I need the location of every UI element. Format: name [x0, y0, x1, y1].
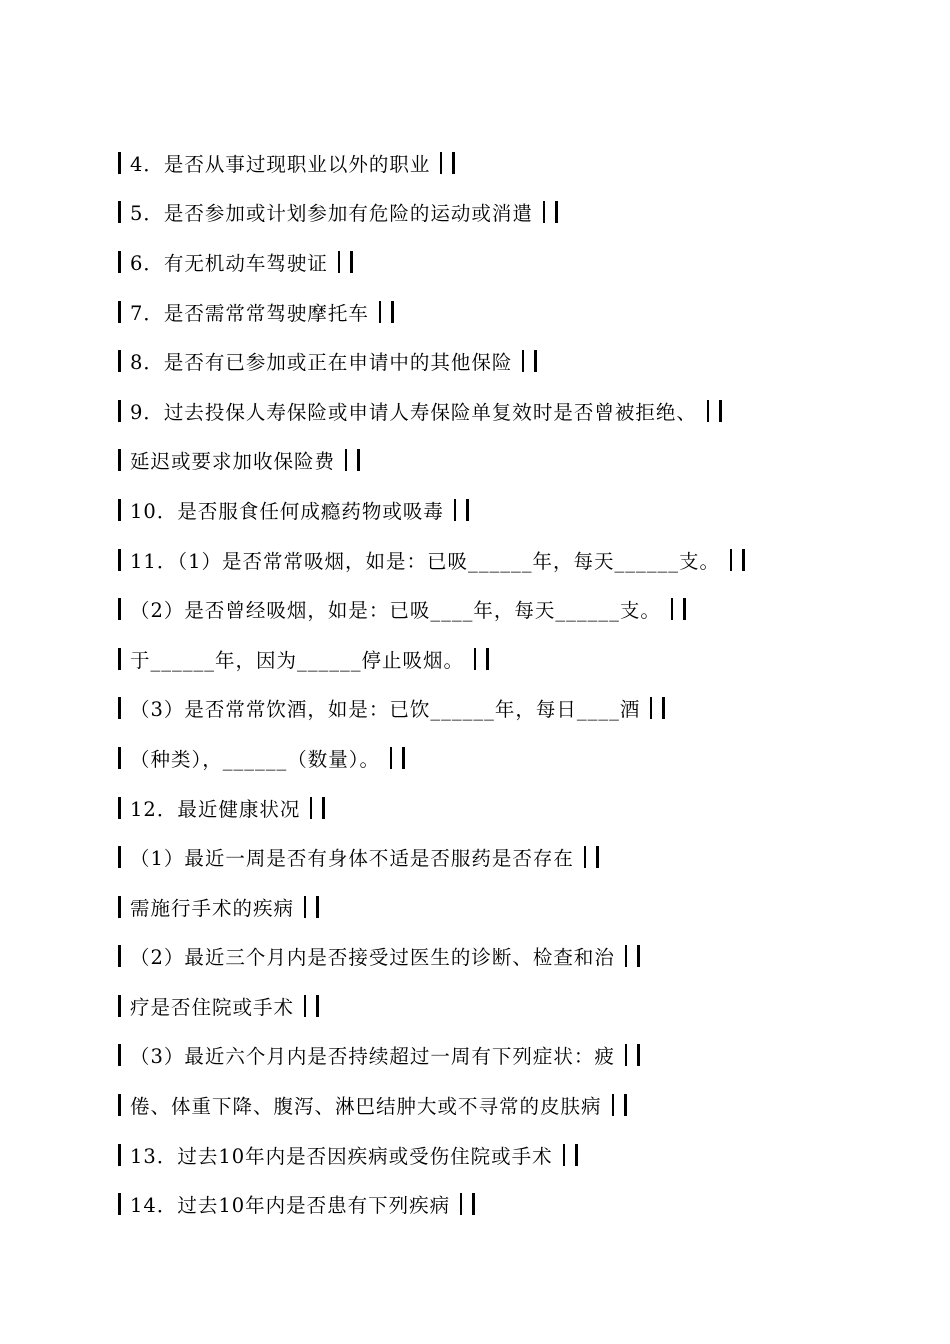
question-text: 9．过去投保人寿保险或申请人寿保险单复效时是否曾被拒绝、	[130, 400, 697, 424]
answer-cell-divider	[625, 945, 627, 967]
answer-cell-divider	[625, 1044, 627, 1066]
question-text: 5．是否参加或计划参加有危险的运动或消遣	[130, 202, 533, 226]
question-text: 延迟或要求加收保险费	[130, 450, 336, 474]
question-line	[118, 584, 918, 634]
answer-cell-divider	[522, 350, 524, 372]
question-text: 疗是否住院或手术	[130, 995, 295, 1019]
question-line	[118, 684, 918, 734]
question-text: 6．有无机动车驾驶证	[130, 251, 328, 275]
table-border-right	[316, 896, 319, 918]
answer-cell-divider	[612, 1094, 614, 1116]
question-line	[118, 981, 918, 1031]
question-line	[118, 386, 918, 436]
question-text: 10．是否服食任何成瘾药物或吸毒	[130, 499, 444, 523]
table-border-left	[118, 995, 121, 1017]
table-border-left	[118, 797, 121, 819]
table-border-left	[118, 201, 121, 223]
question-text: 12．最近健康状况	[130, 797, 301, 821]
question-line	[118, 882, 918, 932]
answer-cell-divider	[379, 301, 381, 323]
table-border-right	[486, 648, 489, 670]
question-text: （2）是否曾经吸烟，如是：已吸____年，每天______支。	[130, 599, 661, 623]
table-border-right	[662, 697, 665, 719]
answer-cell-divider	[310, 797, 312, 819]
table-border-left	[118, 945, 121, 967]
question-text: 7．是否需常常驾驶摩托车	[130, 301, 369, 325]
table-border-right	[316, 995, 319, 1017]
table-border-left	[118, 350, 121, 372]
question-line	[118, 138, 918, 188]
table-border-left	[118, 549, 121, 571]
question-line	[118, 634, 918, 684]
table-border-right	[596, 846, 599, 868]
questionnaire-lines	[118, 138, 918, 1229]
question-text: 8．是否有已参加或正在申请中的其他保险	[130, 351, 513, 375]
question-text: （3）是否常常饮酒，如是：已饮______年，每日____酒	[130, 698, 641, 722]
question-text: （3）最近六个月内是否持续超过一周有下列症状：疲	[130, 1045, 615, 1069]
table-border-left	[118, 697, 121, 719]
table-border-left	[118, 1094, 121, 1116]
answer-cell-divider	[454, 499, 456, 521]
table-border-left	[118, 747, 121, 769]
table-border-right	[402, 747, 405, 769]
table-border-left	[118, 301, 121, 323]
answer-cell-divider	[440, 152, 442, 174]
table-border-left	[118, 449, 121, 471]
table-border-right	[357, 449, 360, 471]
table-border-right	[466, 499, 469, 521]
table-border-left	[118, 1144, 121, 1166]
table-border-left	[118, 251, 121, 273]
question-text: （1）最近一周是否有身体不适是否服药是否存在	[130, 847, 574, 871]
question-line	[118, 1179, 918, 1229]
table-border-right	[350, 251, 353, 273]
question-line	[118, 436, 918, 486]
question-text: （种类），______（数量）。	[130, 747, 381, 771]
question-text: 14．过去10年内是否患有下列疾病	[130, 1194, 451, 1218]
question-text: 于______年，因为______停止吸烟。	[130, 648, 465, 672]
table-border-left	[118, 896, 121, 918]
table-border-right	[719, 400, 722, 422]
table-border-left	[118, 1193, 121, 1215]
question-text: 11．（1）是否常常吸烟，如是：已吸______年，每天______支。	[130, 549, 720, 573]
table-border-left	[118, 648, 121, 670]
table-border-left	[118, 598, 121, 620]
table-border-right	[322, 797, 325, 819]
question-line	[118, 1031, 918, 1081]
question-line	[118, 237, 918, 287]
table-border-right	[534, 350, 537, 372]
answer-cell-divider	[345, 449, 347, 471]
answer-cell-divider	[304, 896, 306, 918]
answer-cell-divider	[304, 995, 306, 1017]
answer-cell-divider	[474, 648, 476, 670]
answer-cell-divider	[584, 846, 586, 868]
question-text: 倦、体重下降、腹泻、淋巴结肿大或不寻常的皮肤病	[130, 1095, 602, 1119]
question-line	[118, 287, 918, 337]
question-line	[118, 1130, 918, 1180]
question-line	[118, 733, 918, 783]
table-border-right	[683, 598, 686, 620]
table-border-right	[452, 152, 455, 174]
answer-cell-divider	[460, 1193, 462, 1215]
answer-cell-divider	[671, 598, 673, 620]
question-text: 13．过去10年内是否因疾病或受伤住院或手术	[130, 1144, 553, 1168]
question-line	[118, 832, 918, 882]
table-border-right	[637, 945, 640, 967]
question-text: 需施行手术的疾病	[130, 896, 295, 920]
answer-cell-divider	[563, 1144, 565, 1166]
question-line	[118, 932, 918, 982]
question-line	[118, 783, 918, 833]
question-line	[118, 535, 918, 585]
table-border-right	[472, 1193, 475, 1215]
table-border-left	[118, 400, 121, 422]
table-border-left	[118, 846, 121, 868]
answer-cell-divider	[707, 400, 709, 422]
question-line	[118, 485, 918, 535]
table-border-left	[118, 152, 121, 174]
table-border-right	[555, 201, 558, 223]
table-border-left	[118, 1044, 121, 1066]
table-border-right	[624, 1094, 627, 1116]
question-line	[118, 188, 918, 238]
table-border-right	[637, 1044, 640, 1066]
question-text: 4．是否从事过现职业以外的职业	[130, 152, 431, 176]
question-line	[118, 1080, 918, 1130]
answer-cell-divider	[730, 549, 732, 571]
table-border-right	[391, 301, 394, 323]
answer-cell-divider	[338, 251, 340, 273]
table-border-right	[575, 1144, 578, 1166]
answer-cell-divider	[390, 747, 392, 769]
table-border-right	[742, 549, 745, 571]
table-border-left	[118, 499, 121, 521]
answer-cell-divider	[650, 697, 652, 719]
answer-cell-divider	[543, 201, 545, 223]
question-line	[118, 336, 918, 386]
question-text: （2）最近三个月内是否接受过医生的诊断、检查和治	[130, 946, 615, 970]
